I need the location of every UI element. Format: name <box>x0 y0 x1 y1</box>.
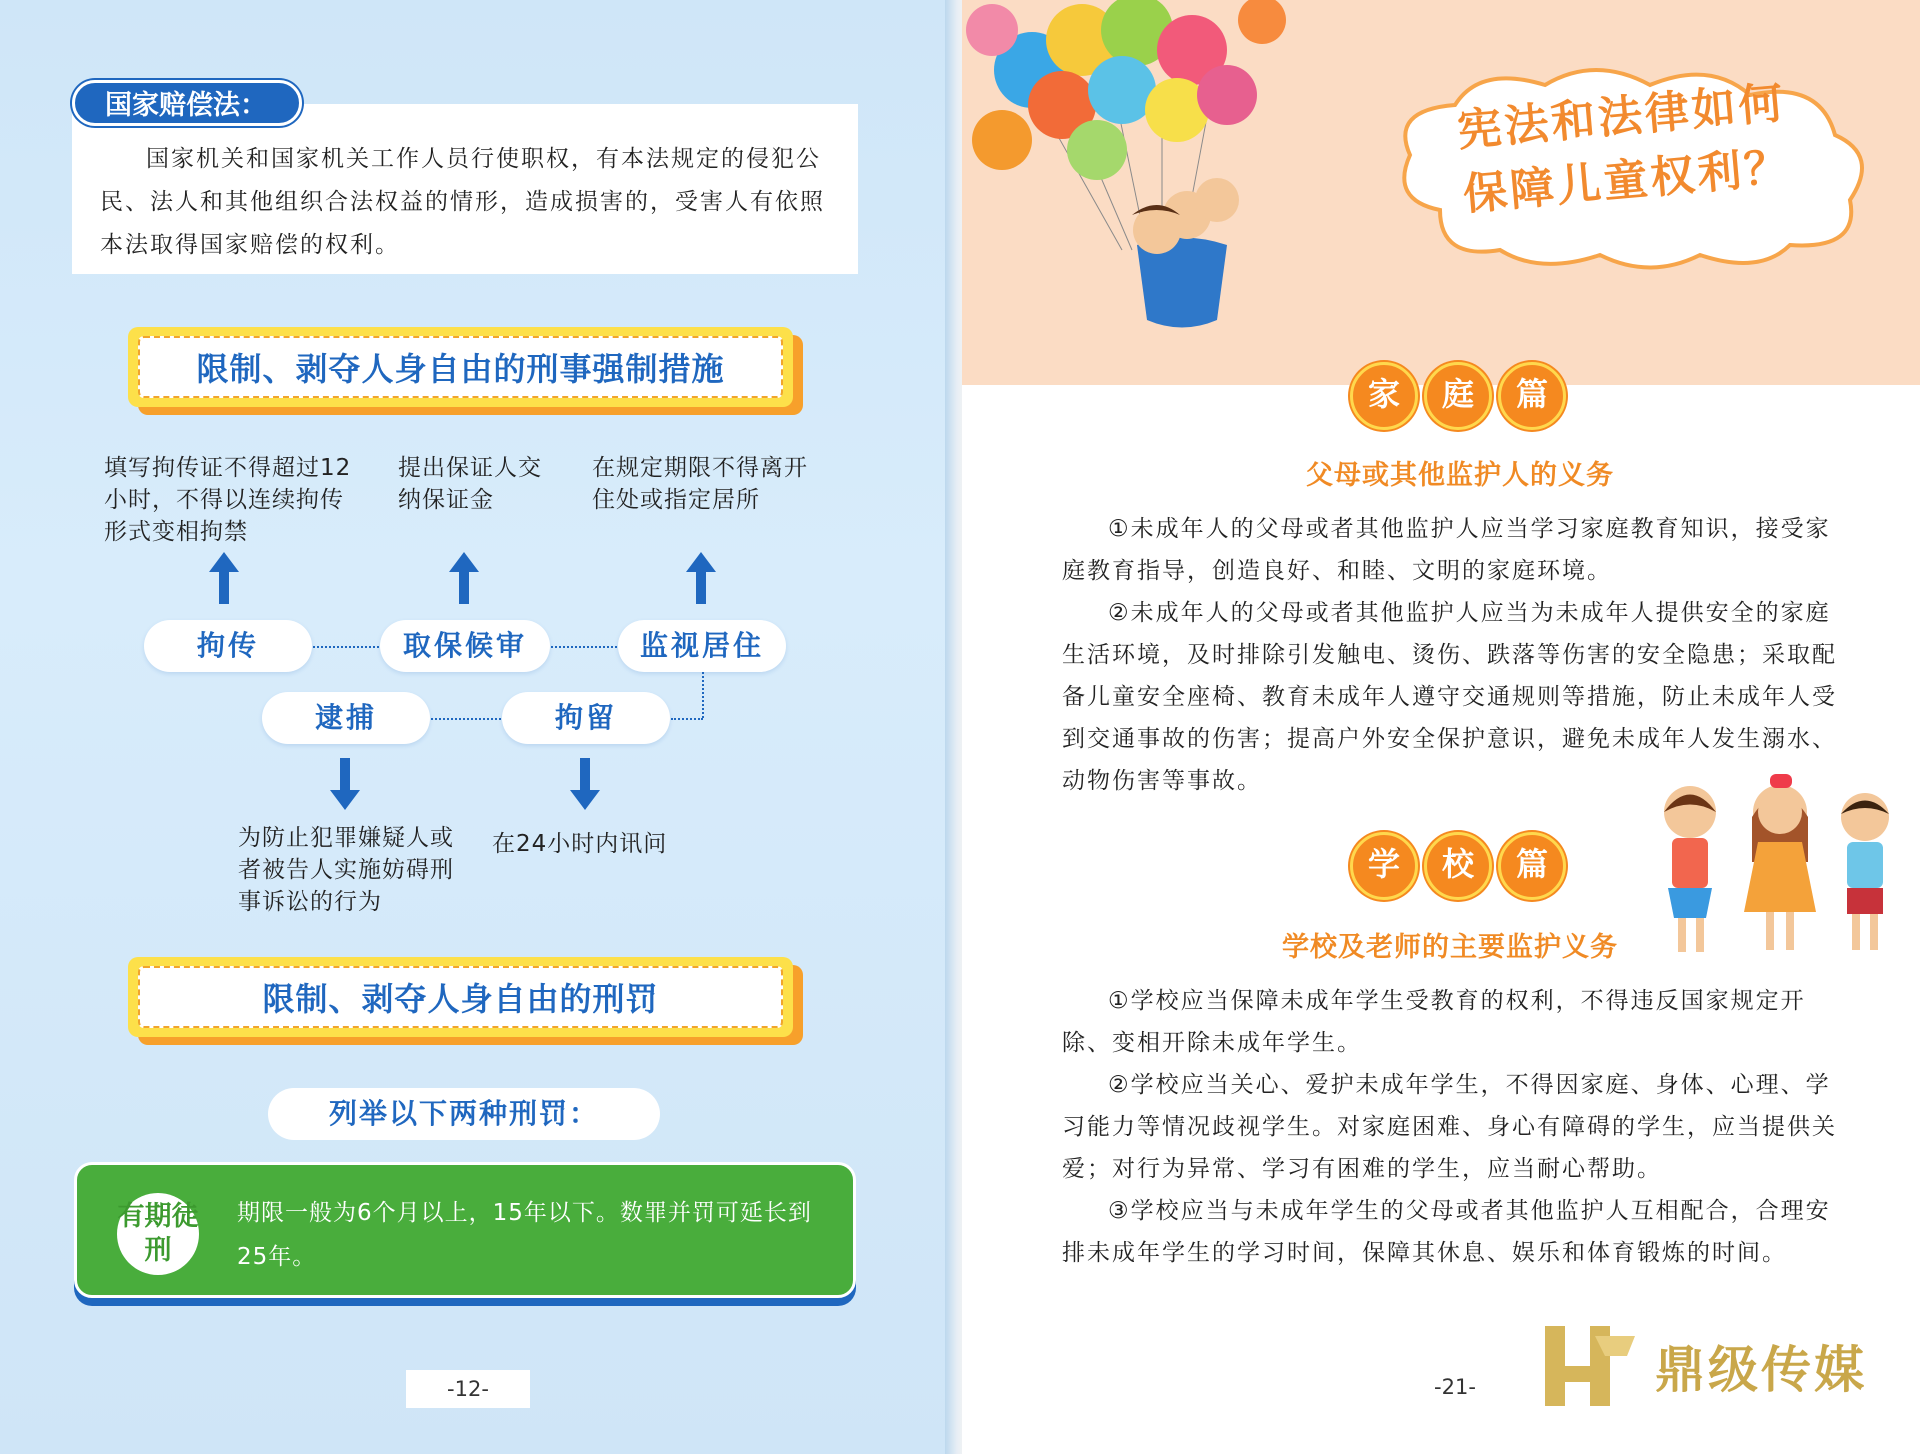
connector <box>702 672 704 718</box>
section-family-badge <box>1350 362 1566 430</box>
arrow-up-icon <box>449 552 479 604</box>
law-label: 国家赔偿法： <box>72 80 302 126</box>
headline-line-2: 保障儿童权利？ <box>1461 141 1794 221</box>
section-char: 庭 <box>1424 362 1492 430</box>
paragraph: ②未成年人的父母或者其他监护人应当为未成年人提供安全的家庭生活环境，及时排除引发触电、烫伤、跌落等伤害的安全隐患；采取配备儿童安全座椅、教育未成年人遵守交通规则等措施，防止未成年人受到交通事故的伤害；提高户外安全保护意识，避免未成年人发生溺水、动物伤害等事故。 <box>1062 600 1837 794</box>
paragraph: ③学校应当与未成年学生的父母或者其他监护人互相配合，合理安排未成年学生的学习时间，保障其休息、娱乐和体育锻炼的时间。 <box>1062 1198 1831 1266</box>
connector <box>671 718 703 720</box>
node-juliu: 拘留 <box>502 692 670 744</box>
penalty-card <box>74 1162 856 1298</box>
arrow-up-icon <box>686 552 716 604</box>
section-school-body <box>1062 980 1852 1274</box>
paragraph: ②学校应当关心、爱护未成年学生，不得因家庭、身体、心理、学习能力等情况歧视学生。对家庭困难、身心有障碍的学生，应当提供关爱；对行为异常、学习有困难的学生，应当耐心帮助。 <box>1062 1072 1837 1182</box>
watermark-logo-icon <box>1535 1316 1645 1416</box>
children-illustration <box>1640 772 1910 962</box>
section-char: 学 <box>1350 832 1418 900</box>
headline-line-1: 宪法和法律如何 <box>1455 77 1788 157</box>
note-juchuan: 填写拘传证不得超过12小时，不得以连续拘传形式变相拘禁 <box>104 455 352 545</box>
connector <box>431 718 501 720</box>
arrow-up-icon <box>209 552 239 604</box>
banner-penalties <box>128 957 793 1037</box>
note-jianshi: 在规定期限不得离开住处或指定居所 <box>592 455 808 513</box>
page-number-left: -12- <box>406 1370 530 1408</box>
section-char: 校 <box>1424 832 1492 900</box>
banner-title: 限制、剥夺人身自由的刑事强制措施 <box>138 336 783 398</box>
node-jianshi: 监视居住 <box>618 620 786 672</box>
arrow-down-icon <box>330 758 360 810</box>
note-juliu: 在24小时内讯问 <box>492 831 668 857</box>
section-family-title: 父母或其他监护人的义务 <box>1306 460 1614 491</box>
note-qubao: 提出保证人交纳保证金 <box>398 455 542 513</box>
watermark <box>1535 1316 1867 1416</box>
section-family-body <box>1062 508 1852 802</box>
balloon-illustration <box>962 0 1302 345</box>
penalty-label: 有期徒刑 <box>117 1193 199 1275</box>
section-char: 家 <box>1350 362 1418 430</box>
node-daibu: 逮捕 <box>262 692 430 744</box>
section-char: 篇 <box>1498 832 1566 900</box>
paragraph: ①未成年人的父母或者其他监护人应当学习家庭教育知识，接受家庭教育指导，创造良好、和睦、文明的家庭环境。 <box>1062 516 1831 584</box>
paragraph: ①学校应当保障未成年学生受教育的权利，不得违反国家规定开除、变相开除未成年学生。 <box>1062 988 1806 1056</box>
node-qubao: 取保候审 <box>380 620 550 672</box>
watermark-text: 鼎级传媒 <box>1655 1341 1867 1399</box>
section-school-title: 学校及老师的主要监护义务 <box>1282 932 1618 963</box>
banner-title: 限制、剥夺人身自由的刑罚 <box>138 966 783 1028</box>
list-label: 列举以下两种刑罚： <box>268 1088 660 1140</box>
arrow-down-icon <box>570 758 600 810</box>
connector <box>551 646 617 648</box>
banner-criminal-measures <box>128 327 793 407</box>
connector <box>313 646 379 648</box>
law-text: 国家机关和国家机关工作人员行使职权，有本法规定的侵犯公民、法人和其他组织合法权益的情形，造成损害的，受害人有依照本法取得国家赔偿的权利。 <box>100 146 825 258</box>
note-daibu: 为防止犯罪嫌疑人或者被告人实施妨碍刑事诉讼的行为 <box>238 825 454 915</box>
section-char: 篇 <box>1498 362 1566 430</box>
section-school-badge <box>1350 832 1566 900</box>
penalty-text: 期限一般为6个月以上，15年以下。数罪并罚可延长到25年。 <box>237 1200 812 1270</box>
page-number-right: -21- <box>1405 1368 1505 1406</box>
node-juchuan: 拘传 <box>144 620 312 672</box>
